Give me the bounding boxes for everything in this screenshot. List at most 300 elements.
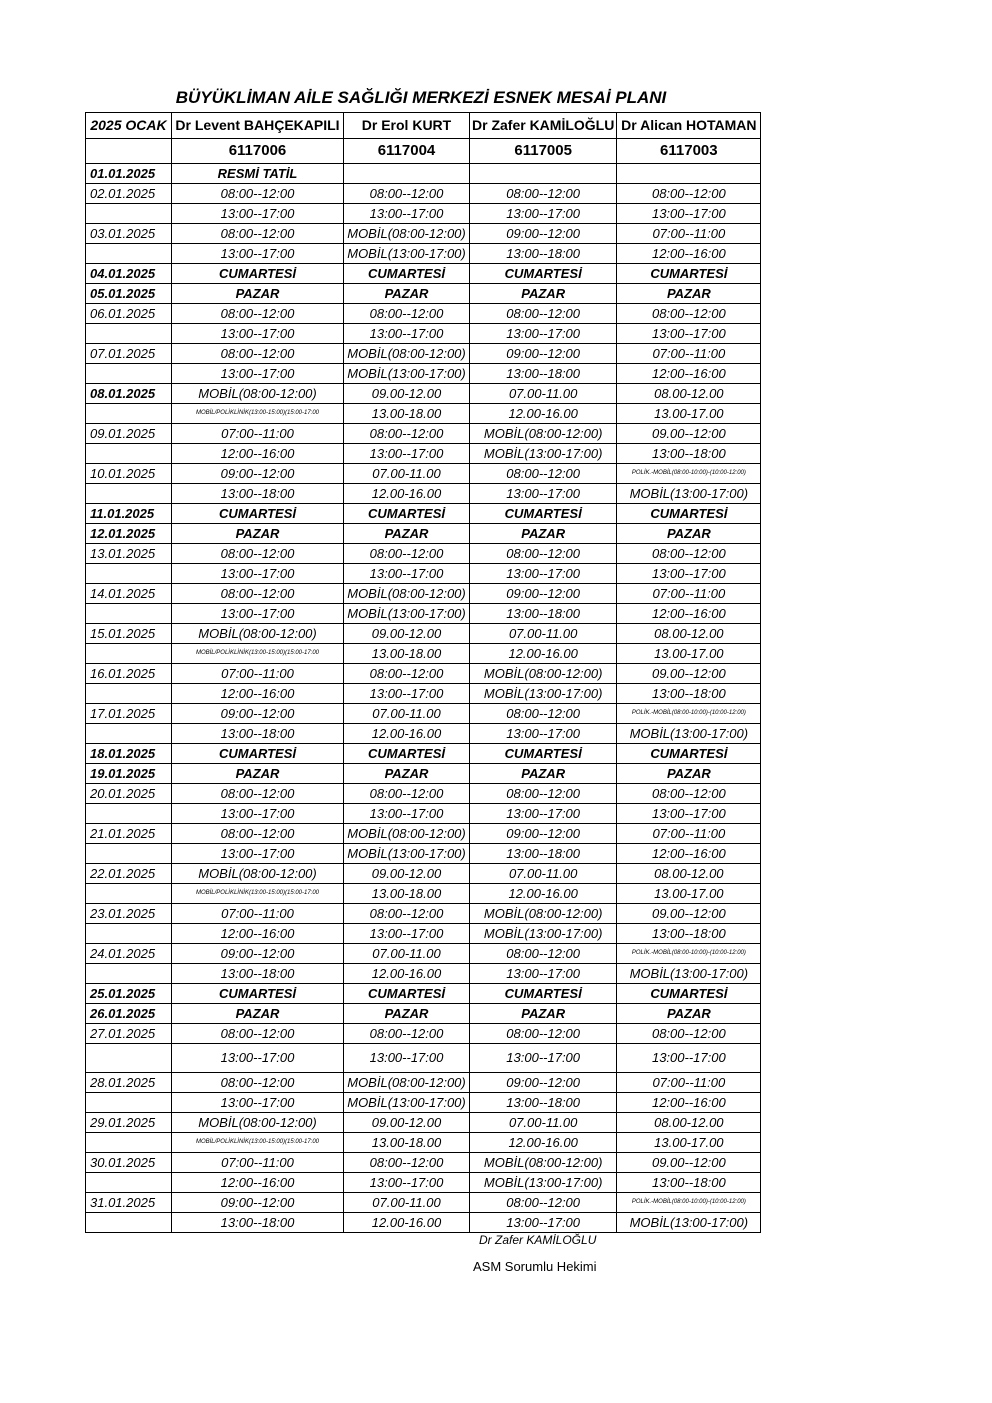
shift-cell: 07.00-11.00 [470, 1113, 617, 1133]
date-cell [86, 404, 172, 424]
table-row [86, 1133, 761, 1153]
shift-cell: 12:00--16:00 [617, 1093, 761, 1113]
shift-cell: MOBİL(13:00-17:00) [617, 964, 761, 984]
shift-cell: CUMARTESİ [470, 264, 617, 284]
doctor-code: 6117006 [172, 139, 344, 164]
shift-cell: 12:00--16:00 [617, 244, 761, 264]
shift-cell: MOBİL(13:00-17:00) [617, 724, 761, 744]
shift-cell: 08:00--12:00 [172, 344, 344, 364]
shift-cell: MOBİL(13:00-17:00) [470, 444, 617, 464]
shift-cell: 07:00--11:00 [617, 224, 761, 244]
date-cell: 17.01.2025 [86, 704, 172, 724]
shift-cell: MOBİL(08:00-12:00) [344, 584, 470, 604]
date-cell [86, 484, 172, 504]
shift-cell: 08:00--12:00 [344, 184, 470, 204]
table-row [86, 684, 761, 704]
table-row [86, 744, 761, 764]
doctor-name: Dr Zafer KAMİLOĞLU [470, 113, 617, 139]
shift-cell [344, 164, 470, 184]
shift-cell: 13:00--17:00 [470, 564, 617, 584]
shift-cell: MOBİL(08:00-12:00) [172, 384, 344, 404]
shift-cell [470, 164, 617, 184]
date-cell: 23.01.2025 [86, 904, 172, 924]
table-row [86, 784, 761, 804]
date-cell: 07.01.2025 [86, 344, 172, 364]
table-row [86, 924, 761, 944]
date-cell: 04.01.2025 [86, 264, 172, 284]
shift-cell: PAZAR [470, 284, 617, 304]
shift-cell: 07.00-11.00 [470, 624, 617, 644]
table-row [86, 804, 761, 824]
table-row [86, 284, 761, 304]
shift-cell: 13:00--17:00 [470, 724, 617, 744]
doctor-name: Dr Erol KURT [344, 113, 470, 139]
shift-cell: PAZAR [172, 524, 344, 544]
shift-cell: 08:00--12:00 [172, 184, 344, 204]
shift-cell: 08:00--12:00 [470, 304, 617, 324]
shift-cell: 08.00-12.00 [617, 1113, 761, 1133]
shift-cell: MOBİL(13:00-17:00) [344, 604, 470, 624]
shift-cell: 12:00--16:00 [172, 924, 344, 944]
shift-cell: 13:00--17:00 [470, 484, 617, 504]
shift-cell: MOBİL(13:00-17:00) [344, 844, 470, 864]
shift-cell: 07:00--11:00 [617, 1073, 761, 1093]
shift-cell: 13:00--17:00 [172, 604, 344, 624]
shift-cell: 12.00-16.00 [344, 724, 470, 744]
shift-cell: 07:00--11:00 [617, 824, 761, 844]
shift-cell: 13:00--17:00 [470, 804, 617, 824]
shift-cell: PAZAR [617, 284, 761, 304]
date-cell [86, 684, 172, 704]
table-row [86, 464, 761, 484]
shift-cell: 09:00--12:00 [470, 584, 617, 604]
table-row [86, 1044, 761, 1073]
shift-cell: PAZAR [172, 1004, 344, 1024]
shift-cell: 09:00--12:00 [470, 1073, 617, 1093]
table-row [86, 664, 761, 684]
shift-cell: 08:00--12:00 [617, 1024, 761, 1044]
shift-cell: 13:00--17:00 [172, 204, 344, 224]
table-row [86, 904, 761, 924]
shift-cell: CUMARTESİ [344, 504, 470, 524]
shift-cell: 08:00--12:00 [617, 784, 761, 804]
table-row [86, 984, 761, 1004]
shift-cell: MOBİL(08:00-12:00) [172, 1113, 344, 1133]
shift-cell: 08:00--12:00 [344, 304, 470, 324]
date-cell: 03.01.2025 [86, 224, 172, 244]
shift-cell: 09.00--12:00 [617, 424, 761, 444]
date-cell [86, 924, 172, 944]
table-row [86, 344, 761, 364]
shift-cell: 12.00-16.00 [470, 884, 617, 904]
shift-cell: POLİK.-MOBİL(08:00-10:00)-(10:00-12:00) [617, 704, 761, 724]
shift-cell: 13.00-17.00 [617, 884, 761, 904]
empty-cell [86, 139, 172, 164]
table-row [86, 264, 761, 284]
table-row [86, 184, 761, 204]
date-cell: 20.01.2025 [86, 784, 172, 804]
header-row [86, 113, 761, 139]
shift-cell: 13.00-18.00 [344, 884, 470, 904]
shift-cell: 08:00--12:00 [470, 1193, 617, 1213]
table-row [86, 384, 761, 404]
shift-cell: 13:00--18:00 [617, 924, 761, 944]
shift-cell: 13:00--17:00 [172, 564, 344, 584]
date-cell: 25.01.2025 [86, 984, 172, 1004]
shift-cell: 08:00--12:00 [172, 824, 344, 844]
table-row [86, 604, 761, 624]
shift-cell: POLİK.-MOBİL(08:00-10:00)-(10:00-12:00) [617, 1193, 761, 1213]
shift-cell: 13:00--17:00 [344, 924, 470, 944]
date-cell: 31.01.2025 [86, 1193, 172, 1213]
shift-cell: 13:00--17:00 [344, 1044, 470, 1073]
signature-name: Dr Zafer KAMİLOĞLU [479, 1233, 597, 1247]
date-cell [86, 604, 172, 624]
date-cell [86, 444, 172, 464]
date-cell: 05.01.2025 [86, 284, 172, 304]
shift-cell: MOBİL(08:00-12:00) [344, 224, 470, 244]
shift-cell: 13:00--17:00 [617, 1044, 761, 1073]
table-row [86, 1173, 761, 1193]
table-row [86, 364, 761, 384]
shift-cell: MOBİL(13:00-17:00) [344, 364, 470, 384]
shift-cell: 08:00--12:00 [344, 544, 470, 564]
shift-cell: 13:00--17:00 [470, 324, 617, 344]
doctor-code: 6117005 [470, 139, 617, 164]
shift-cell: 08:00--12:00 [344, 1153, 470, 1173]
shift-cell: 12.00-16.00 [344, 484, 470, 504]
shift-cell: MOBİL(08:00-12:00) [470, 1153, 617, 1173]
shift-cell: CUMARTESİ [617, 504, 761, 524]
date-cell: 27.01.2025 [86, 1024, 172, 1044]
date-cell: 02.01.2025 [86, 184, 172, 204]
code-row [86, 139, 761, 164]
shift-cell: MOBİL(08:00-12:00) [172, 864, 344, 884]
shift-cell: 08:00--12:00 [470, 464, 617, 484]
shift-cell: 08:00--12:00 [470, 944, 617, 964]
shift-cell: CUMARTESİ [172, 984, 344, 1004]
shift-cell: 12:00--16:00 [617, 364, 761, 384]
date-cell: 22.01.2025 [86, 864, 172, 884]
shift-cell: CUMARTESİ [470, 744, 617, 764]
shift-cell: PAZAR [172, 764, 344, 784]
date-cell: 01.01.2025 [86, 164, 172, 184]
doctor-name: Dr Alican HOTAMAN [617, 113, 761, 139]
shift-cell: 13:00--17:00 [172, 1093, 344, 1113]
shift-cell: 12:00--16:00 [172, 684, 344, 704]
table-row [86, 484, 761, 504]
shift-cell: 09:00--12:00 [172, 704, 344, 724]
date-cell: 26.01.2025 [86, 1004, 172, 1024]
shift-cell: CUMARTESİ [172, 744, 344, 764]
shift-cell: CUMARTESİ [617, 264, 761, 284]
table-row [86, 824, 761, 844]
shift-cell: 07:00--11:00 [172, 664, 344, 684]
table-row [86, 624, 761, 644]
shift-cell: 09.00-12.00 [344, 384, 470, 404]
shift-cell: 08:00--12:00 [470, 544, 617, 564]
shift-cell: 13:00--17:00 [470, 1044, 617, 1073]
date-cell: 15.01.2025 [86, 624, 172, 644]
shift-cell: 09.00--12:00 [617, 1153, 761, 1173]
shift-cell: 13:00--17:00 [617, 804, 761, 824]
shift-cell: MOBİL(08:00-12:00) [470, 664, 617, 684]
date-cell [86, 964, 172, 984]
date-cell: 21.01.2025 [86, 824, 172, 844]
shift-cell: 09.00--12:00 [617, 664, 761, 684]
table-row [86, 844, 761, 864]
shift-cell: MOBİL/POLİKLİNİK(13:00-15:00)(15:00-17:00 [172, 884, 344, 904]
shift-cell: 08:00--12:00 [172, 784, 344, 804]
shift-cell: PAZAR [470, 524, 617, 544]
shift-cell: PAZAR [344, 524, 470, 544]
date-cell [86, 1213, 172, 1233]
shift-cell: 13:00--18:00 [470, 244, 617, 264]
shift-cell: 13:00--17:00 [344, 444, 470, 464]
shift-cell: MOBİL(13:00-17:00) [617, 1213, 761, 1233]
table-row [86, 304, 761, 324]
table-row [86, 404, 761, 424]
shift-cell: 13.00-17.00 [617, 404, 761, 424]
shift-cell: 08:00--12:00 [470, 1024, 617, 1044]
shift-cell: CUMARTESİ [617, 984, 761, 1004]
shift-cell: CUMARTESİ [344, 984, 470, 1004]
shift-cell: 13:00--17:00 [344, 1173, 470, 1193]
shift-cell: CUMARTESİ [470, 984, 617, 1004]
table-row [86, 1153, 761, 1173]
shift-cell: 07.00-11.00 [344, 704, 470, 724]
shift-cell: 13:00--17:00 [344, 204, 470, 224]
shift-cell: 08.00-12.00 [617, 864, 761, 884]
table-row [86, 1004, 761, 1024]
shift-cell: PAZAR [617, 1004, 761, 1024]
shift-cell: MOBİL(13:00-17:00) [617, 484, 761, 504]
doctor-code: 6117004 [344, 139, 470, 164]
shift-cell: 07:00--11:00 [617, 584, 761, 604]
shift-cell: 13:00--17:00 [172, 844, 344, 864]
shift-cell: 13:00--17:00 [172, 804, 344, 824]
date-cell: 28.01.2025 [86, 1073, 172, 1093]
shift-cell: 08:00--12:00 [172, 224, 344, 244]
shift-cell: MOBİL(08:00-12:00) [344, 824, 470, 844]
shift-cell: 07:00--11:00 [172, 1153, 344, 1173]
shift-cell: 09:00--12:00 [172, 944, 344, 964]
shift-cell: 09:00--12:00 [470, 824, 617, 844]
date-cell [86, 804, 172, 824]
shift-cell: 13:00--17:00 [172, 1044, 344, 1073]
shift-cell: 13:00--17:00 [344, 564, 470, 584]
shift-cell: MOBİL(08:00-12:00) [344, 344, 470, 364]
shift-cell: MOBİL(13:00-17:00) [470, 924, 617, 944]
table-row [86, 244, 761, 264]
date-cell: 11.01.2025 [86, 504, 172, 524]
shift-cell: 12.00-16.00 [470, 1133, 617, 1153]
table-row [86, 564, 761, 584]
table-row [86, 444, 761, 464]
shift-cell: 12:00--16:00 [617, 604, 761, 624]
doctor-code: 6117003 [617, 139, 761, 164]
shift-cell: 13:00--17:00 [617, 324, 761, 344]
date-cell: 29.01.2025 [86, 1113, 172, 1133]
table-row [86, 884, 761, 904]
shift-cell: 13.00-18.00 [344, 1133, 470, 1153]
shift-cell: 13.00-18.00 [344, 404, 470, 424]
shift-cell: 13:00--17:00 [172, 364, 344, 384]
shift-cell: 08:00--12:00 [172, 544, 344, 564]
shift-cell: 09:00--12:00 [470, 344, 617, 364]
date-cell: 24.01.2025 [86, 944, 172, 964]
shift-cell: 08:00--12:00 [617, 184, 761, 204]
date-cell: 13.01.2025 [86, 544, 172, 564]
shift-cell: CUMARTESİ [172, 504, 344, 524]
date-cell [86, 1133, 172, 1153]
shift-cell: 08:00--12:00 [617, 304, 761, 324]
shift-cell: 08:00--12:00 [172, 584, 344, 604]
shift-cell: 12:00--16:00 [617, 844, 761, 864]
page-title: BÜYÜKLİMAN AİLE SAĞLIĞI MERKEZİ ESNEK MESAİ PLANI [175, 88, 667, 107]
date-cell [86, 324, 172, 344]
shift-cell: 08:00--12:00 [172, 1024, 344, 1044]
shift-cell: POLİK.-MOBİL(08:00-10:00)-(10:00-12:00) [617, 944, 761, 964]
shift-cell: 13:00--18:00 [617, 684, 761, 704]
shift-cell: 13:00--18:00 [172, 964, 344, 984]
shift-cell: 13:00--17:00 [470, 204, 617, 224]
shift-cell: PAZAR [617, 764, 761, 784]
shift-cell: 12:00--16:00 [172, 444, 344, 464]
shift-cell: 07:00--11:00 [617, 344, 761, 364]
date-cell [86, 884, 172, 904]
date-cell: 09.01.2025 [86, 424, 172, 444]
shift-cell: 13:00--18:00 [172, 724, 344, 744]
table-row [86, 1024, 761, 1044]
table-row [86, 324, 761, 344]
shift-cell: MOBİL(08:00-12:00) [344, 1073, 470, 1093]
date-cell: 10.01.2025 [86, 464, 172, 484]
shift-cell: 07.00-11.00 [344, 1193, 470, 1213]
shift-cell: 08:00--12:00 [470, 184, 617, 204]
shift-cell: 13:00--18:00 [470, 1093, 617, 1113]
shift-cell: 09:00--12:00 [172, 464, 344, 484]
table-row [86, 644, 761, 664]
table-row [86, 764, 761, 784]
shift-cell: 13:00--18:00 [617, 1173, 761, 1193]
doctor-name: Dr Levent BAHÇEKAPILI [172, 113, 344, 139]
shift-cell: MOBİL(13:00-17:00) [470, 1173, 617, 1193]
shift-cell: 13:00--18:00 [470, 844, 617, 864]
shift-cell: CUMARTESİ [617, 744, 761, 764]
date-cell [86, 364, 172, 384]
shift-cell: 09:00--12:00 [470, 224, 617, 244]
date-cell: 12.01.2025 [86, 524, 172, 544]
shift-cell: 07.00-11.00 [344, 944, 470, 964]
shift-cell: PAZAR [344, 764, 470, 784]
shift-cell: CUMARTESİ [344, 264, 470, 284]
shift-cell: 09.00-12.00 [344, 864, 470, 884]
shift-cell: 09.00-12.00 [344, 1113, 470, 1133]
date-cell [86, 1093, 172, 1113]
shift-cell: 13:00--17:00 [172, 244, 344, 264]
shift-cell: PAZAR [344, 284, 470, 304]
shift-cell: 08:00--12:00 [344, 784, 470, 804]
shift-cell: MOBİL/POLİKLİNİK(13:00-15:00)(15:00-17:00 [172, 644, 344, 664]
shift-cell: 08.00-12.00 [617, 384, 761, 404]
shift-cell: MOBİL(13:00-17:00) [344, 244, 470, 264]
date-cell [86, 204, 172, 224]
shift-cell: 13:00--17:00 [172, 324, 344, 344]
shift-cell: MOBİL/POLİKLİNİK(13:00-15:00)(15:00-17:00 [172, 404, 344, 424]
shift-cell: 13.00-17.00 [617, 1133, 761, 1153]
shift-cell [617, 164, 761, 184]
table-row [86, 424, 761, 444]
date-cell [86, 644, 172, 664]
shift-cell: 07.00-11.00 [470, 864, 617, 884]
shift-cell: MOBİL(08:00-12:00) [470, 424, 617, 444]
table-row [86, 704, 761, 724]
shift-cell: 13.00-18.00 [344, 644, 470, 664]
table-row [86, 524, 761, 544]
shift-cell: 08:00--12:00 [344, 664, 470, 684]
table-row [86, 204, 761, 224]
date-cell: 08.01.2025 [86, 384, 172, 404]
shift-cell: 07:00--11:00 [172, 904, 344, 924]
shift-cell: POLİK.-MOBİL(08:00-10:00)-(10:00-12:00) [617, 464, 761, 484]
shift-cell: CUMARTESİ [470, 504, 617, 524]
shift-cell: 08:00--12:00 [344, 424, 470, 444]
shift-cell: 13:00--18:00 [470, 604, 617, 624]
shift-cell: 08:00--12:00 [172, 1073, 344, 1093]
date-cell: 30.01.2025 [86, 1153, 172, 1173]
shift-cell: 13:00--17:00 [617, 564, 761, 584]
table-row [86, 1093, 761, 1113]
date-cell: 18.01.2025 [86, 744, 172, 764]
shift-cell: 13:00--17:00 [470, 964, 617, 984]
table-row [86, 724, 761, 744]
date-cell [86, 1173, 172, 1193]
shift-cell: PAZAR [617, 524, 761, 544]
shift-cell: 08:00--12:00 [470, 784, 617, 804]
shift-cell: 08:00--12:00 [470, 704, 617, 724]
table-row [86, 504, 761, 524]
shift-cell: 13:00--17:00 [470, 1213, 617, 1233]
shift-cell: 13:00--18:00 [172, 1213, 344, 1233]
shift-cell: 13:00--18:00 [470, 364, 617, 384]
table-row [86, 164, 761, 184]
table-row [86, 1073, 761, 1093]
shift-cell: CUMARTESİ [172, 264, 344, 284]
shift-cell: 13:00--18:00 [172, 484, 344, 504]
shift-cell: 12.00-16.00 [470, 644, 617, 664]
shift-cell: 07.00-11.00 [470, 384, 617, 404]
shift-cell: PAZAR [172, 284, 344, 304]
date-cell [86, 844, 172, 864]
date-cell [86, 564, 172, 584]
signature-role: ASM Sorumlu Hekimi [473, 1259, 597, 1274]
shift-cell: 13:00--17:00 [344, 684, 470, 704]
date-cell: 06.01.2025 [86, 304, 172, 324]
shift-cell: MOBİL/POLİKLİNİK(13:00-15:00)(15:00-17:00 [172, 1133, 344, 1153]
shift-cell: 09.00--12:00 [617, 904, 761, 924]
table-row [86, 1113, 761, 1133]
shift-cell: 12.00-16.00 [344, 1213, 470, 1233]
shift-cell: CUMARTESİ [344, 744, 470, 764]
shift-cell: 13:00--17:00 [344, 324, 470, 344]
shift-cell: MOBİL(13:00-17:00) [470, 684, 617, 704]
table-row [86, 1193, 761, 1213]
shift-cell: 13:00--18:00 [617, 444, 761, 464]
shift-cell: 07.00-11.00 [344, 464, 470, 484]
table-row [86, 964, 761, 984]
shift-cell: 08:00--12:00 [617, 544, 761, 564]
